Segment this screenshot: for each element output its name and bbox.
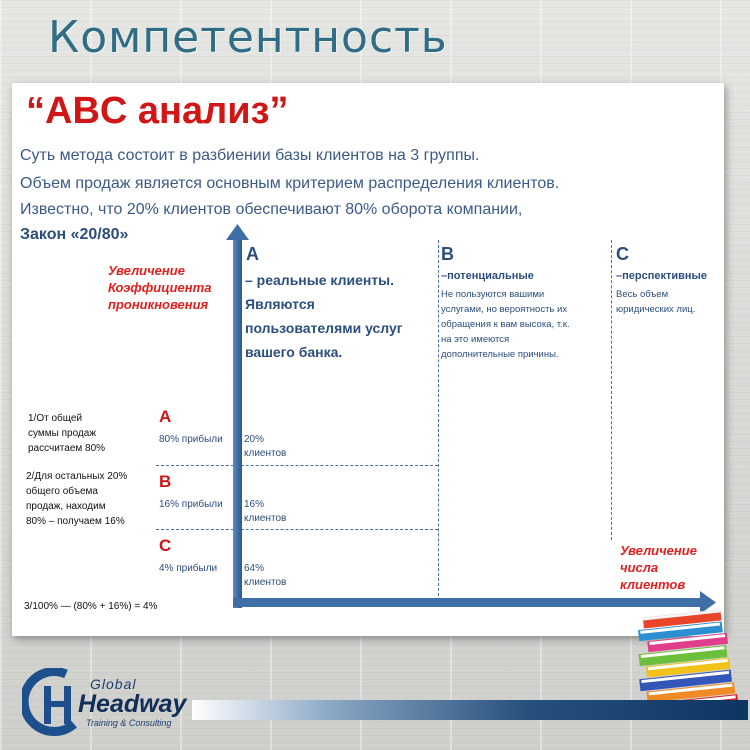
group-share: 20% [244,434,265,445]
calc-line: 80% – получаем 16% [26,516,125,527]
group-clients-label: клиентов [244,448,287,459]
group-a-profit: 80% прибыли [159,434,223,445]
column-b-description [441,287,570,362]
column-desc-line: услугами, но вероятность их [441,304,568,315]
column-desc-line: Не пользуются вашими [441,289,545,300]
y-axis-note-line: проникновения [108,297,209,312]
description-line-2: Объем продаж является основным критерием распределения клиентов. [20,175,560,192]
calc-line: общего объема [26,486,98,497]
group-c-profit: 4% прибыли [159,563,218,574]
column-head-line: вашего банка. [245,344,343,360]
calc-line: продаж, находим [26,501,106,512]
group-clients-label: клиентов [244,513,287,524]
slide-title: “ABC анализ” [26,90,289,132]
column-desc-line: на это имеются [441,334,510,345]
column-c-letter: C [616,244,629,264]
logo-line-global: Global [90,676,137,692]
calc-line: 2/Для остальных 20% [26,471,128,482]
description-line-3: Известно, что 20% клиентов обеспечивают 80% оборота компании, [20,201,523,218]
logo-line-training: Training & Consulting [86,718,172,728]
y-axis-note-line: Увеличение [108,263,185,278]
group-share: 64% [244,563,265,574]
calc-line: рассчитаем 80% [28,443,106,454]
column-a-letter: A [246,244,259,264]
calc-line: суммы продаж [28,428,97,439]
x-axis-note-line: клиентов [620,577,686,592]
page-heading: Компетентность [48,12,448,63]
group-b-profit: 16% прибыли [159,499,223,510]
column-b-head: –потенциальные [441,270,534,282]
column-desc-line: Весь объем [616,289,669,300]
group-clients-label: клиентов [244,577,287,588]
group-b-letter: B [159,472,172,491]
group-share: 16% [244,499,265,510]
bottom-decor-bar [192,700,748,720]
column-c-head: –перспективные [616,270,708,282]
logo-line-headway: Headway [78,690,187,718]
calc-step-3: 3/100% — (80% + 16%) = 4% [24,601,158,612]
y-axis [233,238,242,608]
column-desc-line: обращения к вам высока, т.к. [441,319,570,330]
column-a-description [245,268,403,364]
column-head-line: – реальные клиенты. [245,272,395,288]
x-axis-note-line: Увеличение [620,543,697,558]
column-head-line: Являются [245,296,315,312]
column-c-description [616,287,695,317]
group-c-letter: C [159,536,172,555]
y-axis-note-line: Коэффициента [108,280,212,295]
x-axis-note-line: числа [620,560,659,575]
y-axis-arrowhead [226,224,249,240]
column-desc-line: дополнительные причины. [441,349,559,360]
group-a-letter: A [159,407,172,426]
law-label: Закон «20/80» [20,226,129,243]
column-b-letter: B [441,244,454,264]
calc-line: 1/От общей [28,413,83,424]
column-head-line: пользователями услуг [245,320,403,336]
x-axis-note [620,542,697,593]
description-line-1: Суть метода состоит в разбиении базы клиентов на 3 группы. [20,147,480,164]
column-desc-line: юридических лиц. [616,304,696,315]
